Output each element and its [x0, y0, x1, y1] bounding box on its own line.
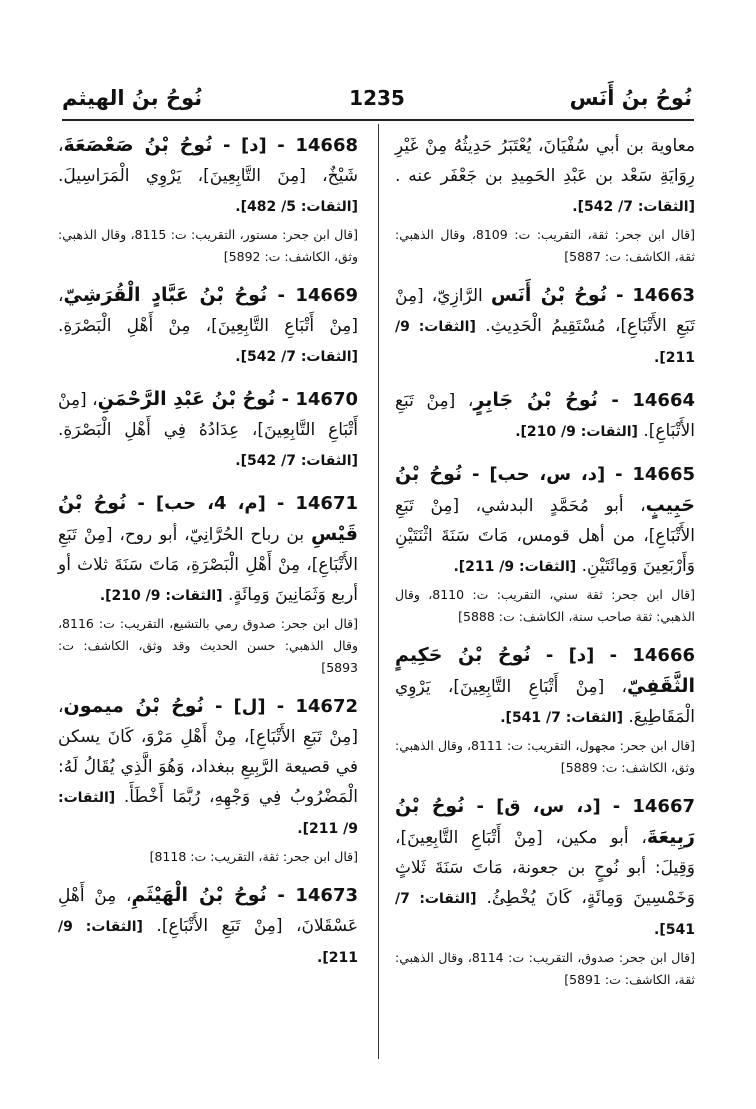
entry-14666 [395, 640, 695, 779]
thiqat-reference: [الثقات: 7/ 542]. [235, 453, 358, 469]
entry-note: [قال ابن جحر: ثقة، التقريب: ت: 8109، وقال الذهبي: ثقة، الكاشف: ت: 5887] [395, 227, 695, 264]
entry-note: [قال ابن جحر: صدوق، التقريب: ت: 8114، وقال الذهبي: ثقة، الكاشف: ت: 5891] [395, 950, 695, 987]
thiqat-reference: [الثقات: 7/ 542]. [235, 349, 358, 365]
entry-body: ، [مِنْ تَبَعِ الأَتْبَاعِ]، مِنْ أَهْلِ مَرْوَ، كَانَ يسكن في قصيعة الرَّبِيعِ ببغداد، وَهُوَ الَّذِي يُقَالُ لَهُ: الْمَضْرُوبُ فِي وَجْهِهِ، رُبَّمَا أَخْطَأَ. [58, 697, 359, 807]
entry-body: ، [مِنْ تَبَعِ الأَتْبَاعِ]. [395, 391, 695, 441]
entry-number: 14670 - [275, 389, 358, 410]
thiqat-reference: [الثقات: 7/ 542]. [572, 199, 695, 215]
entry-body: ، أبو مُحَمَّدٍ البدشي، [مِنْ تَبَعِ الأَتْبَاعِ]، من أهل قومس، مَاتَ سَنَةَ اثْنَتَيْنِ وَأَرْبَعِينَ وَمِائَتَيْنِ. [395, 496, 695, 576]
narrator-name: نُوحُ بْنُ الْهَيْثَمِ [131, 884, 267, 906]
entry-note: [قال ابن جحر: مستور، التقريب: ت: 8115، وقال الذهبي: وثق، الكاشف: ت: 5892] [58, 227, 358, 264]
entry-14668 [58, 130, 358, 268]
entry-body: ، [مِنْ أَتْبَاعِ التَّابِعِينَ]، عِدَادُهُ فِي أَهْلِ الْبَصْرَةِ. [58, 390, 358, 440]
entry-number: 14673 - [266, 885, 358, 906]
thiqat-reference: [الثقات: 9/ 211]. [58, 919, 358, 966]
entry-number: 14668 - [د] - [212, 135, 358, 156]
narrator-name: نُوحُ بْنُ حَكِيمٍ الثَّقَفِيّ [395, 644, 695, 697]
thiqat-reference: [الثقات: 7/ 541]. [500, 710, 623, 726]
column-divider [378, 124, 379, 1059]
narrator-name: نُوحُ بْنُ قَيْسِ [58, 492, 358, 545]
right-column [395, 130, 695, 1003]
entry-number: 14666 - [د] - [530, 645, 695, 666]
narrator-name: نُوحُ بْنُ رَبِيعَةَ [395, 795, 695, 848]
entry-14672 [58, 691, 358, 868]
entry-number: 14671 - [م، 4، حب] - [126, 493, 358, 514]
entry-14669 [58, 280, 358, 372]
narrator-name: نُوحُ بْنُ جَابِرٍ [473, 389, 598, 411]
header-rule [62, 119, 694, 121]
entry-body: ، [مِنْ أَتْبَاعِ التَّابِعِينَ]، يَرْوِي الْمَقَاطِيعَ. [395, 677, 695, 727]
running-title-left: نُوحُ بنُ الهيثم [62, 86, 203, 110]
entry-note: [قال ابن جحر: ثقة سني، التقريب: ت: 8110، وقال الذهبي: ثقة صاحب سنة، الكاشف: ت: 5888] [395, 587, 695, 624]
entry-14664 [395, 385, 695, 447]
narrator-name: نُوحُ بْنُ عَبْدِ الرَّحْمَنِ [97, 388, 276, 410]
entry-14667 [395, 791, 695, 991]
entry-body: بن رباح الحُرَّانِيّ، أبو روح، [مِنْ تَبَعِ الأَتْبَاعِ]، مِنْ أَهْلِ الْبَصْرَةِ، مَاتَ سَنَةَ ثلاث أو أربع وَثَمَانِينَ وَمِائَةٍ. [58, 525, 358, 605]
entry-note: [قال ابن جحر: صدوق رمي بالتشيع، التقريب: ت: 8116، وقال الذهبي: حسن الحديث وقد وثق، الكاشف: ت: 5893] [58, 616, 358, 675]
thiqat-reference: [الثقات: 9/ 210]. [515, 424, 638, 440]
entry-body: ، مِنْ أَهْلِ عَسْقَلانَ، [مِنْ تَبَعِ الأَتْبَاعِ]. [58, 886, 359, 936]
entry-continuation [395, 130, 695, 268]
entry-body: ، شَيْخٌ، [مِنَ التَّابِعِينَ]، يَرْوِي الْمَرَاسِيلَ. [58, 136, 358, 186]
thiqat-reference: [الثقات: 9/ 210]. [99, 588, 223, 604]
thiqat-reference: [الثقات: 9/ 211]. [58, 790, 358, 837]
entry-number: 14667 - [د، س، ق] - [464, 796, 695, 817]
narrator-name: نُوحُ بْنُ عَبَّادٍ الْقُرَشِيّ [63, 284, 268, 306]
entry-body: ، أبو مكين، [مِنْ أَتْبَاعِ التَّابِعِينَ]، وَقِيلَ: أبو نُوحٍ بن جعونة، مَاتَ سَنَةَ ثَلاثٍ وَخَمْسِينَ وَمِائَةٍ، كَانَ يُخْطِئُ. [395, 828, 696, 908]
narrator-name: نُوحُ بْنُ أَنَس [490, 284, 607, 306]
entry-number: 14664 - [597, 390, 695, 411]
thiqat-reference: [الثقات: 7/ 541]. [395, 891, 695, 938]
entry-14673 [58, 880, 358, 973]
entry-14665 [395, 459, 695, 628]
entry-body: معاوية بن أبي سُفْيَانَ، يُعْتَبَرُ حَدِيثُهُ مِنْ غَيْرِ رِوَايَةِ سَعْد بن عَبْدِ الحَمِيدِ بن جَعْفَر عنه . [395, 136, 695, 186]
entry-number: 14669 - [267, 285, 358, 306]
thiqat-reference: [الثقات: 5/ 482]. [235, 199, 358, 215]
page-header [62, 84, 692, 118]
left-column [58, 130, 358, 985]
entry-14670 [58, 384, 358, 476]
entry-body: الرَّازِيّ، [مِنْ تَبَعِ الأَتْبَاعِ]، مُسْتَقِيمُ الْحَدِيثِ. [395, 286, 695, 336]
entry-note: [قال ابن جحر: مجهول، التقريب: ت: 8111، وقال الذهبي: وثق، الكاشف: ت: 5889] [395, 738, 695, 775]
narrator-name: نُوحُ بْنُ صَعْصَعَةَ [63, 134, 213, 156]
entry-14663 [395, 280, 695, 373]
thiqat-reference: [الثقات: 9/ 211]. [453, 559, 577, 575]
entry-14671 [58, 488, 358, 679]
entry-number: 14663 - [606, 285, 695, 306]
narrator-name: نُوحُ بْنُ ميمون [63, 695, 204, 717]
entry-body: ، [مِنْ أَتْبَاعِ التَّابِعِينَ]، مِنْ أَهْلِ الْبَصْرَةِ. [58, 286, 358, 336]
entry-note: [قال ابن جحر: ثقة، التقريب: ت: 8118] [149, 849, 358, 864]
running-title-right: نُوحُ بنُ أَنَس [569, 86, 692, 110]
entry-number: 14665 - [د، س، حب] - [462, 464, 695, 485]
page-number: 1235 [349, 86, 405, 110]
entry-number: 14672 - [ل] - [203, 696, 358, 717]
thiqat-reference: [الثقات: 9/ 211]. [395, 319, 695, 366]
narrator-name: نُوحُ بْنُ حَبِيبٍ [395, 463, 695, 516]
